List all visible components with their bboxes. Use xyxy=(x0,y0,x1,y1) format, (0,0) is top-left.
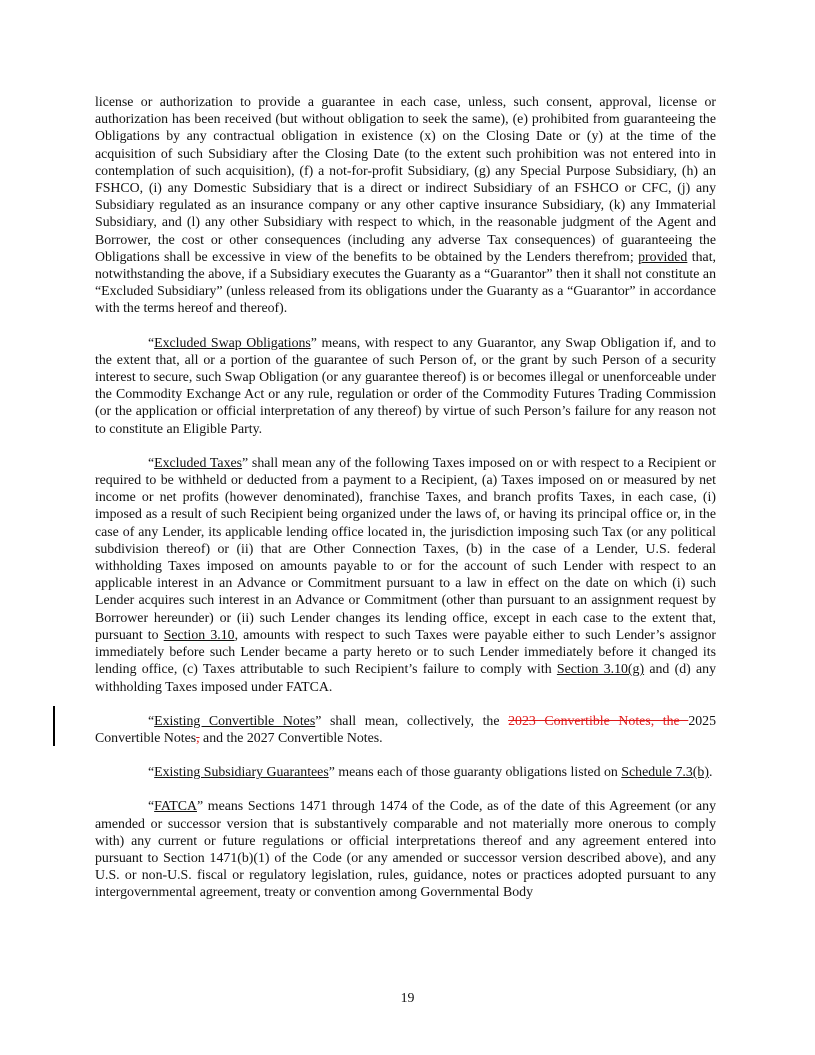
page-number: 19 xyxy=(400,990,415,1005)
definition-text: and (d) any withholding Taxes imposed under FATCA. xyxy=(95,661,716,694)
definition-text: , amounts with respect to such Taxes were payable either to such Lender’s assignor immediately before such Lender became a party hereto or to such Lender immediately before it changed its lending office, (c) Taxes attributable to such Recipient’s failure to comply with xyxy=(95,626,716,677)
definition-fatca xyxy=(95,797,716,900)
section-reference: Section 3.10(g) xyxy=(556,661,645,677)
definition-text: and the 2027 Convertible Notes. xyxy=(199,729,383,745)
definition-text: ” means Sections 1471 through 1474 of the Code, as of the date of this Agreement (or any amended or successor version that is substantively comparable and not materially more onerous to comply with) any current or future regulations or official interpretations thereof and any agreement entered into pursuant to Section 1471(b)(1) of the Code (or any amended or successor version described above), and any U.S. or non-U.S. fiscal or regulatory legislation, rules, guidance, notes or practices adopted pursuant to any intergovernmental agreement, treaty or convention among Governmental Body xyxy=(95,798,716,900)
deleted-text: , xyxy=(196,729,200,745)
defined-term: FATCA xyxy=(154,798,197,814)
definition-text: 2025 Convertible Notes xyxy=(95,712,717,745)
deleted-text: 2023 Convertible Notes, the xyxy=(508,712,689,728)
definition-text: ” means, with respect to any Guarantor, any Swap Obligation if, and to the extent that, all or a portion of the guarantee of such Person of, or the grant by such Person of a security interest to secure, such Swap Obligation (or any guarantee thereof) is or becomes illegal or unenforceable under the Commodity Exchange Act or any rule, regulation or order of the Commodity Futures Trading Commission (or the application or official interpretation of any thereof) by virtue of such Person’s failure for any reason not to constitute an Eligible Party. xyxy=(95,334,716,436)
paragraph-text: that, notwithstanding the above, if a Subsidiary executes the Guaranty as a “Guarantor” then it shall not constitute an “Excluded Subsidiary” (unless released from its obligations under the Guaranty as a “Guarantor” in accordance with the terms hereof and thereof). xyxy=(95,248,717,316)
defined-term: Existing Subsidiary Guarantees xyxy=(154,764,329,780)
definition-text: . xyxy=(708,764,713,780)
defined-term: Existing Convertible Notes xyxy=(154,712,316,728)
document-page xyxy=(95,93,716,918)
defined-term: Excluded Taxes xyxy=(154,454,243,470)
open-quote: “ xyxy=(148,454,155,470)
definition-text: ” means each of those guaranty obligations listed on xyxy=(328,764,622,780)
change-bar xyxy=(53,706,55,746)
paragraph-text: license or authorization to provide a guarantee in each case, unless, such consent, approval, license or authorization has been received (but without obligation to seek the same), (e) prohibited from guaranteeing the Obligations by any contractual obligation in existence (x) on the Closing Date or (y) at the time of the acquisition of such Subsidiary after the Closing Date (to the extent such prohibition was not entered into in contemplation of such acquisition), (f) a not-for-profit Subsidiary, (g) any Special Purpose Subsidiary, (h) an FSHCO, (i) any Domestic Subsidiary that is a direct or indirect Subsidiary of an FSHCO or CFC, (j) any Subsidiary regulated as an insurance company or any other captive insurance Subsidiary, (k) any Immaterial Subsidiary, and (l) any other Subsidiary with respect to which, in the reasonable judgment of the Agent and Borrower, the cost or other consequences (including any adverse Tax consequences) of guaranteeing the Obligations shall be excessive in view of the benefits to be obtained by the Lenders therefrom; xyxy=(95,94,716,264)
open-quote: “ xyxy=(148,798,155,814)
definition-text: ” shall mean, collectively, the xyxy=(315,712,509,728)
provided-term: provided xyxy=(638,248,688,264)
definition-existing-subsidiary-guarantees xyxy=(95,763,716,780)
definition-text: ” shall mean any of the following Taxes imposed on or with respect to a Recipient or required to be withheld or deducted from a payment to a Recipient, (a) Taxes imposed on or measured by net income or net profits (however denominated), franchise Taxes, and branch profits Taxes, in each case, (i) imposed as a result of such Recipient being organized under the laws of, or having its principal office or, in the case of any Lender, its applicable lending office located in, the jurisdiction imposing such Tax (or any political subdivision thereof) or (ii) that are Other Connection Taxes, (b) in the case of a Lender, U.S. federal withholding Taxes imposed on amounts payable to or for the account of such Lender with respect to an applicable interest in an Advance or Commitment pursuant to a law in effect on the date on which (i) such Lender acquires such interest in an Advance or Commitment (other than pursuant to an assignment request by Borrower hereunder) or (ii) such Lender changes its lending office, except in each case to the extent that, pursuant to xyxy=(95,454,717,642)
defined-term: Excluded Swap Obligations xyxy=(154,334,311,350)
definition-existing-convertible-notes xyxy=(95,712,716,746)
definition-excluded-swap-obligations xyxy=(95,334,716,437)
definition-excluded-taxes xyxy=(95,454,716,695)
open-quote: “ xyxy=(148,764,155,780)
section-reference: Section 3.10 xyxy=(163,626,235,642)
schedule-reference: Schedule 7.3(b) xyxy=(621,764,709,780)
open-quote: “ xyxy=(148,712,155,728)
open-quote: “ xyxy=(148,334,155,350)
paragraph-excluded-subsidiary-cont xyxy=(95,93,716,317)
